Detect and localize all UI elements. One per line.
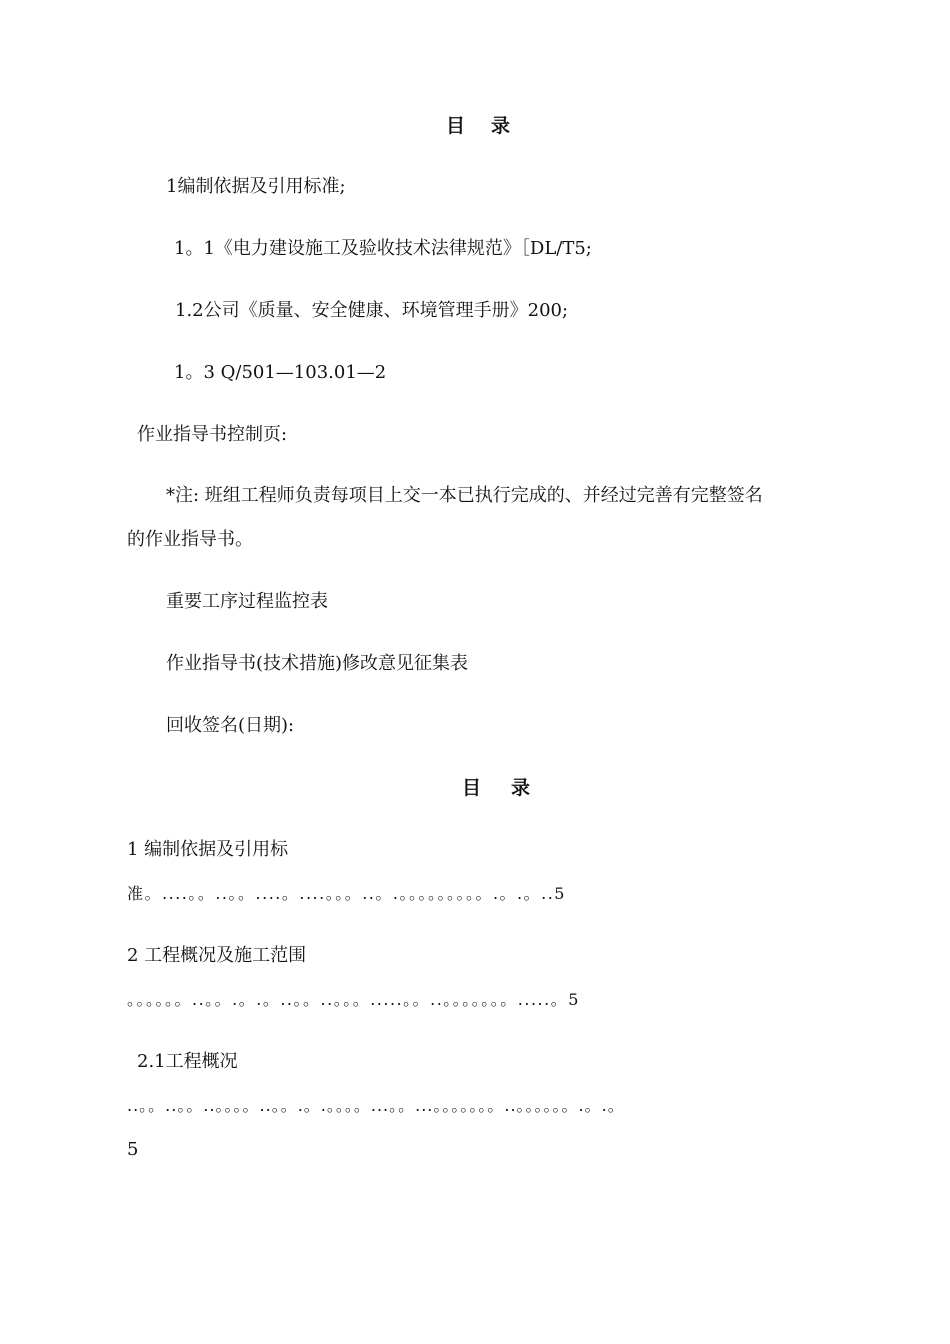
- toc2-entry-3-page: 5: [127, 1139, 139, 1160]
- control-page-title: 作业指导书控制页:: [137, 424, 288, 445]
- recycle-signature: 回收签名(日期):: [166, 715, 295, 736]
- toc2-entry-2-title: 2 工程概况及施工范围: [127, 945, 307, 966]
- toc1-item-4: 1。3 Q/501—103.01—2: [174, 362, 387, 383]
- toc-title-2: [462, 776, 530, 800]
- toc-title-1: [446, 114, 510, 138]
- toc2-entry-3-title: 2.1工程概况: [137, 1051, 238, 1072]
- toc1-item-2: 1。1《电力建设施工及验收技术法律规范》［DL/T5;: [174, 238, 592, 259]
- toc2-entry-2-leader: 。。。。。。..。。.。.。..。。..。。。.....。。..。。。。。。。.....。5: [127, 990, 580, 1009]
- toc-title-2-left: 目: [462, 777, 482, 799]
- toc-title-1-right: 录: [491, 115, 511, 137]
- toc2-entry-1-leader: 准。....。。..。。....。....。。。..。.。。。。。。。。。.。.。..5: [127, 884, 566, 903]
- toc-title-2-right: 录: [511, 777, 531, 799]
- toc2-entry-3-leader: ..。。..。。..。。。。..。。.。.。。。。...。。...。。。。。。。..。。。。。。.。.。: [127, 1096, 625, 1115]
- revision-table-item: 作业指导书(技术措施)修改意见征集表: [166, 653, 469, 674]
- toc1-item-1: 1编制依据及引用标准;: [166, 176, 346, 197]
- monitoring-table-item: 重要工序过程监控表: [166, 591, 328, 612]
- note-line-2: 的作业指导书。: [127, 529, 253, 550]
- toc1-item-3: 1.2公司《质量、安全健康、环境管理手册》200;: [175, 300, 569, 321]
- toc-title-1-left: 目: [446, 115, 466, 137]
- note-line-1: *注: 班组工程师负责每项目上交一本已执行完成的、并经过完善有完整签名: [166, 485, 763, 506]
- toc2-entry-1-title: 1 编制依据及引用标: [127, 839, 289, 860]
